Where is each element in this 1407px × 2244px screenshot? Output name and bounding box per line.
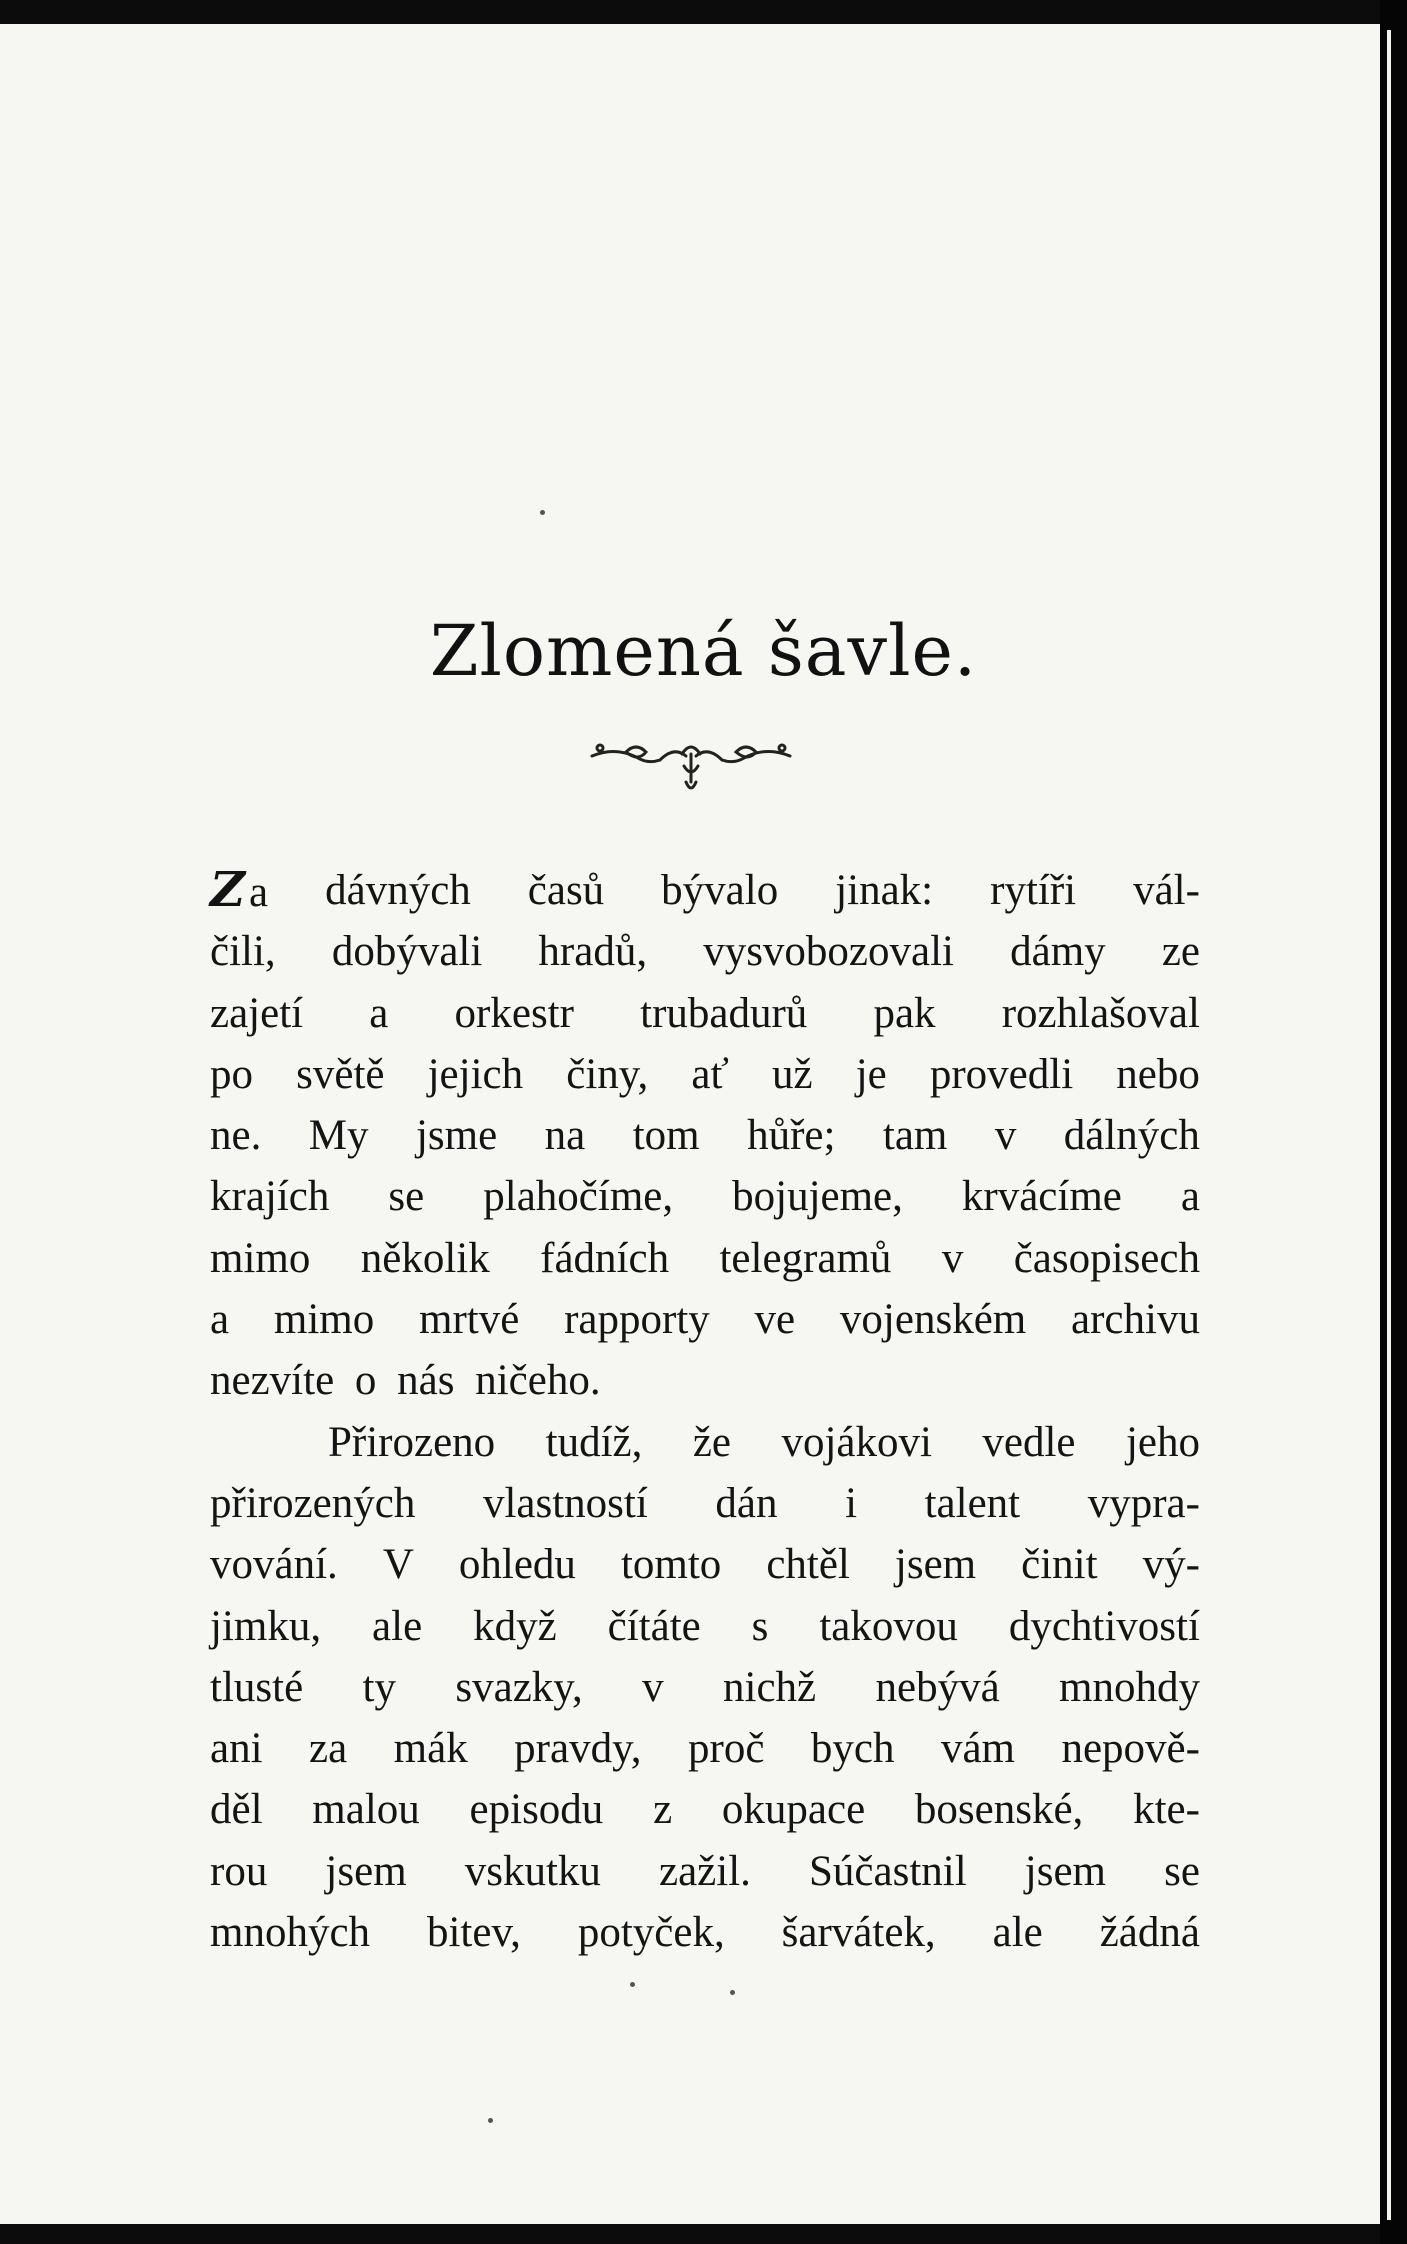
word: mák [393, 1725, 468, 1773]
word: mnohdy [1059, 1663, 1200, 1711]
word: orkestr [454, 989, 574, 1037]
word: jsem [1024, 1847, 1106, 1895]
text-line [210, 1228, 1200, 1289]
word: ve [754, 1296, 796, 1344]
word: rou [210, 1847, 268, 1895]
text-line [210, 1779, 1200, 1840]
scan-edge [1380, 0, 1407, 2244]
word: vám [940, 1725, 1015, 1773]
word: čili, [210, 928, 276, 976]
text-line [210, 1044, 1200, 1105]
word: bývalo [661, 867, 779, 914]
word: provedli [929, 1050, 1074, 1098]
text-line [210, 1289, 1200, 1350]
word: jsme [415, 1112, 498, 1160]
word: tom [632, 1112, 700, 1160]
word: je [855, 1050, 887, 1098]
word: činy, [566, 1050, 649, 1098]
text-line-content: nezvíte o nás ničeho. [210, 1357, 601, 1405]
word: tomto [620, 1541, 722, 1589]
text-line [210, 921, 1200, 982]
word: tam [882, 1112, 948, 1160]
drop-initial: Z [210, 862, 246, 918]
word: nepově- [1061, 1725, 1200, 1773]
word: rytíři [990, 867, 1077, 914]
speck [630, 1982, 635, 1987]
word: jeho [1125, 1418, 1200, 1466]
ornament-flourish-icon [586, 734, 796, 804]
word: děl [210, 1786, 263, 1834]
word: ohledu [458, 1541, 576, 1589]
word: ze [1161, 928, 1200, 976]
text-line [210, 1473, 1200, 1534]
word: hůře; [747, 1112, 836, 1160]
text-line [210, 860, 1200, 921]
word: už [771, 1050, 813, 1098]
word: ať [691, 1050, 729, 1098]
word: tlusté [210, 1663, 304, 1711]
word: dávných [325, 867, 471, 914]
word: fádních [540, 1234, 670, 1282]
text-line [210, 1718, 1200, 1779]
word: mimo [273, 1296, 375, 1344]
word: jsem [325, 1847, 407, 1895]
word: vování. [210, 1541, 338, 1589]
word: V [382, 1541, 414, 1589]
word: chtěl [766, 1541, 850, 1589]
word: dychtivostí [1008, 1602, 1200, 1650]
word: a [1180, 1173, 1200, 1221]
word: přirozených [210, 1479, 416, 1527]
word: vojenském [839, 1296, 1027, 1344]
word: v [994, 1112, 1017, 1160]
word: kte- [1133, 1786, 1200, 1834]
word: i [845, 1479, 858, 1527]
word: žádná [1099, 1909, 1200, 1957]
word: jejich [427, 1050, 524, 1098]
word: svazky, [455, 1663, 583, 1711]
word: takovou [819, 1602, 958, 1650]
text-line [210, 1657, 1200, 1718]
word: když [473, 1602, 557, 1650]
word: se [388, 1173, 425, 1221]
word: vedle [982, 1418, 1076, 1466]
word: vojákovi [781, 1418, 932, 1466]
word: bosenské, [914, 1786, 1084, 1834]
word: jsem [894, 1541, 977, 1589]
text-line [210, 1105, 1200, 1166]
word: zajetí [210, 989, 304, 1037]
word: a [369, 989, 389, 1037]
word: za [309, 1725, 348, 1773]
text-line [210, 983, 1200, 1044]
word: mnohých [210, 1909, 371, 1957]
word: časů [527, 867, 605, 914]
word: vál- [1133, 867, 1200, 914]
word: v [642, 1663, 664, 1711]
word: vskutku [464, 1847, 601, 1895]
text-line [210, 1596, 1200, 1657]
word: proč [688, 1725, 765, 1773]
word: jinak: [835, 867, 934, 914]
word: talent [924, 1479, 1021, 1527]
word: Za [210, 862, 269, 918]
word: světě [296, 1050, 385, 1098]
word: My [308, 1112, 369, 1160]
text-line [210, 1412, 1200, 1473]
word: vysvobozovali [703, 928, 955, 976]
word: rapporty [564, 1296, 710, 1344]
word: hradů, [538, 928, 648, 976]
word: dálných [1063, 1112, 1200, 1160]
word: Přirozeno [328, 1418, 496, 1466]
word: mrtvé [419, 1296, 520, 1344]
word: nebo [1116, 1050, 1200, 1098]
word: šarvátek, [781, 1909, 936, 1957]
word: bojujeme, [732, 1173, 903, 1221]
word: že [692, 1418, 731, 1466]
word: ale [992, 1909, 1043, 1957]
word: nichž [723, 1663, 817, 1711]
word: okupace [721, 1786, 866, 1834]
text-line [210, 1534, 1200, 1595]
word: činit [1021, 1541, 1098, 1589]
word: pak [873, 989, 936, 1037]
speck [540, 510, 545, 515]
word: ty [362, 1663, 396, 1711]
word: bitev, [426, 1909, 521, 1957]
word: vlastností [482, 1479, 648, 1527]
word: několik [360, 1234, 490, 1282]
word: se [1164, 1847, 1200, 1895]
word: ale [372, 1602, 423, 1650]
speck [488, 2118, 493, 2123]
word: bych [810, 1725, 895, 1773]
text-line [210, 1166, 1200, 1227]
text-line [210, 1350, 1200, 1411]
word: dámy [1010, 928, 1106, 976]
word: s [751, 1602, 769, 1650]
word: ne. [210, 1112, 262, 1160]
word: ani [210, 1725, 263, 1773]
word: v [941, 1234, 964, 1282]
word: na [544, 1112, 586, 1160]
word: a [210, 1296, 230, 1344]
text-line [210, 1841, 1200, 1902]
body-text [210, 860, 1200, 1963]
text-line [210, 1902, 1200, 1963]
word: trubadurů [640, 989, 808, 1037]
word: dobývali [331, 928, 483, 976]
word: dán [715, 1479, 778, 1527]
word: episodu [469, 1786, 604, 1834]
word: telegramů [719, 1234, 892, 1282]
word: vý- [1142, 1541, 1200, 1589]
word: Súčastnil [809, 1847, 967, 1895]
word: čítáte [607, 1602, 701, 1650]
word: krvácíme [961, 1173, 1122, 1221]
word: rozhlašoval [1001, 989, 1200, 1037]
word: pravdy, [514, 1725, 642, 1773]
chapter-title: Zlomená šavle. [429, 610, 978, 692]
word: zažil. [659, 1847, 751, 1895]
word: malou [312, 1786, 420, 1834]
word: z [653, 1786, 673, 1834]
word: po [210, 1050, 253, 1098]
word: časopisech [1013, 1234, 1200, 1282]
word: archivu [1071, 1296, 1200, 1344]
word: potyček, [577, 1909, 725, 1957]
word: vypra- [1087, 1479, 1200, 1527]
word: jimku, [210, 1602, 322, 1650]
word: tudíž, [545, 1418, 643, 1466]
word: plahočíme, [483, 1173, 674, 1221]
word: krajích [210, 1173, 330, 1221]
word: nebývá [875, 1663, 1000, 1711]
speck [730, 1990, 735, 1995]
word: mimo [210, 1234, 311, 1282]
